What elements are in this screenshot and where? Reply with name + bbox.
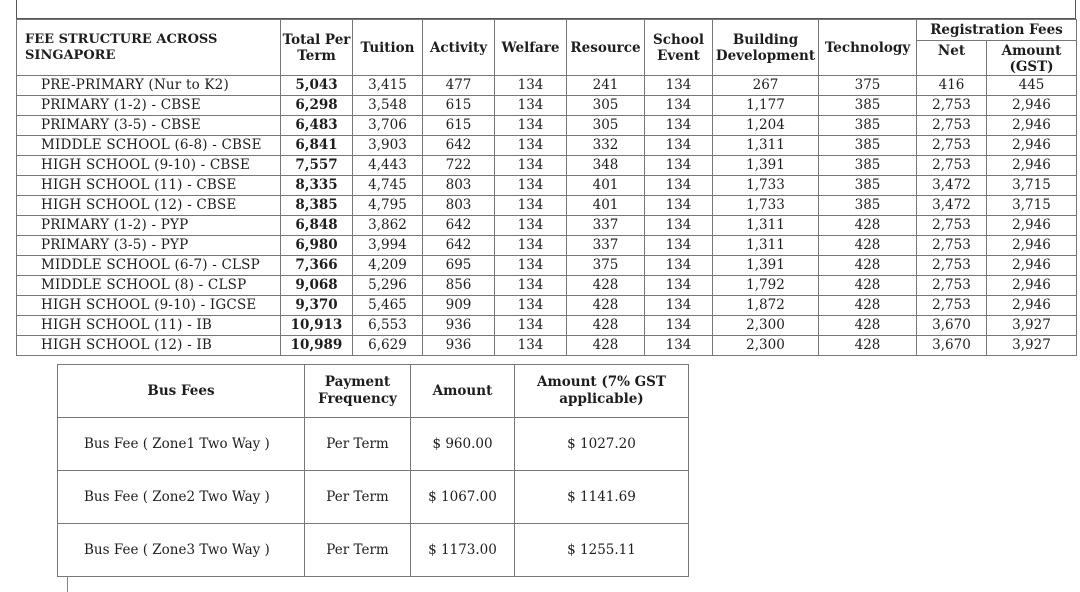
fee-cell-reg-amount: 2,946 [987,136,1077,156]
fee-cell-technology: 385 [819,176,917,196]
fee-cell-building: 1,177 [713,96,819,116]
fee-cell-reg-net: 2,753 [917,296,987,316]
fee-cell-technology: 428 [819,216,917,236]
top-right-edge-line [1075,0,1076,20]
bus-table-row [58,418,689,471]
fee-cell-activity: 695 [423,256,495,276]
fee-table-row [17,76,1077,96]
fee-cell-total: 7,557 [281,156,353,176]
fee-cell-reg-amount: 2,946 [987,156,1077,176]
fee-cell-reg-amount: 3,715 [987,176,1077,196]
fee-cell-name: PRIMARY (3-5) - PYP [17,236,281,256]
fee-cell-welfare: 134 [495,256,567,276]
fee-cell-school-event: 134 [645,156,713,176]
fee-cell-tuition: 6,553 [353,316,423,336]
top-left-edge-line [16,0,17,20]
fee-table-row [17,256,1077,276]
fee-cell-welfare: 134 [495,96,567,116]
fee-table-row [17,296,1077,316]
fee-cell-school-event: 134 [645,96,713,116]
fee-cell-resource: 337 [567,216,645,236]
fee-cell-welfare: 134 [495,196,567,216]
fee-cell-activity: 803 [423,176,495,196]
fee-cell-tuition: 5,296 [353,276,423,296]
fee-cell-tuition: 5,465 [353,296,423,316]
fee-cell-building: 1,311 [713,136,819,156]
fee-cell-tuition: 3,862 [353,216,423,236]
fee-cell-activity: 615 [423,96,495,116]
fee-cell-activity: 936 [423,336,495,356]
bus-cell-name: Bus Fee ( Zone1 Two Way ) [58,418,305,471]
fee-cell-total: 8,335 [281,176,353,196]
fee-cell-school-event: 134 [645,236,713,256]
fee-table-row [17,276,1077,296]
fee-cell-welfare: 134 [495,176,567,196]
fee-cell-school-event: 134 [645,336,713,356]
fee-cell-total: 9,068 [281,276,353,296]
fee-cell-total: 6,980 [281,236,353,256]
fee-cell-resource: 241 [567,76,645,96]
bus-cell-frequency: Per Term [305,524,411,577]
fee-cell-activity: 642 [423,236,495,256]
header-tuition: Tuition [353,20,423,76]
fee-cell-technology: 375 [819,76,917,96]
fee-cell-reg-amount: 3,927 [987,336,1077,356]
fee-cell-name: PRIMARY (1-2) - CBSE [17,96,281,116]
fee-cell-reg-net: 3,472 [917,176,987,196]
fee-cell-tuition: 3,706 [353,116,423,136]
fee-cell-reg-net: 2,753 [917,136,987,156]
fee-table-row [17,236,1077,256]
fee-cell-welfare: 134 [495,316,567,336]
fee-cell-total: 5,043 [281,76,353,96]
fee-cell-activity: 615 [423,116,495,136]
fee-cell-reg-net: 2,753 [917,236,987,256]
fee-cell-reg-net: 2,753 [917,276,987,296]
fee-cell-welfare: 134 [495,136,567,156]
fee-cell-technology: 385 [819,116,917,136]
fee-structure-table [16,19,1077,356]
fee-cell-school-event: 134 [645,176,713,196]
bus-cell-amount: $ 960.00 [411,418,515,471]
fee-cell-tuition: 3,415 [353,76,423,96]
fee-cell-school-event: 134 [645,316,713,336]
fee-table-row [17,216,1077,236]
fee-cell-total: 10,913 [281,316,353,336]
bus-header-amount: Amount [411,365,515,418]
header-school-event: School Event [645,20,713,76]
fee-table-row [17,116,1077,136]
fee-cell-tuition: 4,209 [353,256,423,276]
fee-cell-total: 6,483 [281,116,353,136]
bus-cell-amount-gst: $ 1027.20 [515,418,689,471]
fee-cell-name: PRIMARY (3-5) - CBSE [17,116,281,136]
bus-cell-amount-gst: $ 1255.11 [515,524,689,577]
fee-cell-building: 2,300 [713,336,819,356]
bus-cell-amount-gst: $ 1141.69 [515,471,689,524]
fee-table-title: FEE STRUCTURE ACROSS SINGAPORE [17,20,281,76]
fee-cell-activity: 856 [423,276,495,296]
fee-cell-name: HIGH SCHOOL (9-10) - CBSE [17,156,281,176]
fee-cell-technology: 428 [819,236,917,256]
fee-cell-activity: 909 [423,296,495,316]
fee-cell-resource: 348 [567,156,645,176]
fee-cell-total: 6,841 [281,136,353,156]
fee-cell-welfare: 134 [495,156,567,176]
fee-cell-resource: 332 [567,136,645,156]
fee-cell-resource: 305 [567,96,645,116]
fee-cell-reg-net: 2,753 [917,96,987,116]
fee-cell-reg-net: 2,753 [917,216,987,236]
fee-cell-activity: 477 [423,76,495,96]
fee-cell-resource: 428 [567,336,645,356]
fee-table-row [17,176,1077,196]
fee-cell-reg-amount: 3,715 [987,196,1077,216]
fee-cell-reg-amount: 3,927 [987,316,1077,336]
fee-cell-total: 10,989 [281,336,353,356]
fee-cell-reg-amount: 2,946 [987,116,1077,136]
fee-cell-tuition: 3,903 [353,136,423,156]
fee-cell-school-event: 134 [645,216,713,236]
fee-cell-total: 9,370 [281,296,353,316]
fee-cell-building: 2,300 [713,316,819,336]
fee-table-row [17,136,1077,156]
fee-cell-technology: 385 [819,196,917,216]
fee-cell-reg-net: 3,670 [917,336,987,356]
fee-cell-name: HIGH SCHOOL (11) - CBSE [17,176,281,196]
fee-cell-welfare: 134 [495,296,567,316]
bus-cell-amount: $ 1067.00 [411,471,515,524]
fee-cell-building: 1,204 [713,116,819,136]
bus-cell-frequency: Per Term [305,418,411,471]
fee-cell-building: 1,792 [713,276,819,296]
fee-cell-reg-amount: 2,946 [987,96,1077,116]
fee-cell-resource: 401 [567,196,645,216]
fee-cell-school-event: 134 [645,276,713,296]
fee-cell-technology: 385 [819,96,917,116]
fee-cell-name: HIGH SCHOOL (12) - CBSE [17,196,281,216]
fee-cell-welfare: 134 [495,216,567,236]
fee-table-row [17,336,1077,356]
fee-cell-name: HIGH SCHOOL (11) - IB [17,316,281,336]
fee-cell-reg-net: 2,753 [917,156,987,176]
bus-cell-name: Bus Fee ( Zone3 Two Way ) [58,524,305,577]
fee-cell-activity: 722 [423,156,495,176]
bus-cell-name: Bus Fee ( Zone2 Two Way ) [58,471,305,524]
fee-table-row [17,156,1077,176]
fee-cell-reg-amount: 2,946 [987,256,1077,276]
fee-cell-school-event: 134 [645,296,713,316]
header-resource: Resource [567,20,645,76]
fee-cell-school-event: 134 [645,196,713,216]
fee-cell-reg-amount: 2,946 [987,296,1077,316]
fee-cell-building: 1,391 [713,156,819,176]
header-activity: Activity [423,20,495,76]
fee-cell-building: 1,733 [713,176,819,196]
fee-cell-resource: 305 [567,116,645,136]
fee-cell-name: HIGH SCHOOL (12) - IB [17,336,281,356]
fee-cell-reg-amount: 2,946 [987,216,1077,236]
fee-cell-resource: 428 [567,276,645,296]
fee-cell-reg-net: 3,670 [917,316,987,336]
header-registration-fees: Registration Fees [917,20,1077,41]
fee-cell-building: 1,733 [713,196,819,216]
fee-table-row [17,316,1077,336]
bus-cell-frequency: Per Term [305,471,411,524]
header-reg-net: Net [917,41,987,76]
fee-cell-total: 7,366 [281,256,353,276]
fee-cell-name: MIDDLE SCHOOL (8) - CLSP [17,276,281,296]
header-technology: Technology [819,20,917,76]
fee-cell-building: 1,311 [713,216,819,236]
fee-table-row [17,96,1077,116]
fee-cell-name: HIGH SCHOOL (9-10) - IGCSE [17,296,281,316]
fee-cell-building: 1,872 [713,296,819,316]
fee-cell-reg-net: 416 [917,76,987,96]
fee-cell-school-event: 134 [645,76,713,96]
fee-cell-reg-amount: 2,946 [987,236,1077,256]
fee-cell-name: MIDDLE SCHOOL (6-8) - CBSE [17,136,281,156]
fee-cell-activity: 642 [423,216,495,236]
header-building: Building Development [713,20,819,76]
fee-cell-resource: 401 [567,176,645,196]
fee-cell-resource: 375 [567,256,645,276]
fee-cell-welfare: 134 [495,76,567,96]
fee-cell-welfare: 134 [495,236,567,256]
fee-cell-tuition: 4,745 [353,176,423,196]
fee-cell-school-event: 134 [645,256,713,276]
fee-cell-tuition: 6,629 [353,336,423,356]
fee-cell-tuition: 4,443 [353,156,423,176]
fee-cell-resource: 428 [567,296,645,316]
bus-table-row [58,524,689,577]
fee-cell-resource: 337 [567,236,645,256]
page-top-edge [0,0,1080,20]
bus-table-row [58,471,689,524]
fee-cell-resource: 428 [567,316,645,336]
fee-cell-tuition: 4,795 [353,196,423,216]
fee-cell-activity: 803 [423,196,495,216]
fee-cell-tuition: 3,548 [353,96,423,116]
fee-cell-name: MIDDLE SCHOOL (6-7) - CLSP [17,256,281,276]
fee-cell-total: 8,385 [281,196,353,216]
bus-header-name: Bus Fees [58,365,305,418]
fee-cell-technology: 428 [819,336,917,356]
fee-cell-building: 1,391 [713,256,819,276]
fee-cell-welfare: 134 [495,276,567,296]
fee-cell-technology: 428 [819,256,917,276]
fee-cell-total: 6,298 [281,96,353,116]
fee-cell-reg-amount: 2,946 [987,276,1077,296]
fee-cell-name: PRE-PRIMARY (Nur to K2) [17,76,281,96]
fee-cell-technology: 385 [819,136,917,156]
fee-cell-technology: 428 [819,296,917,316]
fee-cell-technology: 428 [819,316,917,336]
fee-cell-school-event: 134 [645,116,713,136]
bus-cell-amount: $ 1173.00 [411,524,515,577]
bus-fees-table [57,364,689,577]
fee-cell-reg-net: 2,753 [917,256,987,276]
fee-cell-activity: 936 [423,316,495,336]
fee-table-row [17,196,1077,216]
fee-cell-tuition: 3,994 [353,236,423,256]
fee-cell-total: 6,848 [281,216,353,236]
header-welfare: Welfare [495,20,567,76]
bus-header-amount-gst: Amount (7% GST applicable) [515,365,689,418]
fee-cell-school-event: 134 [645,136,713,156]
header-reg-amount: Amount (GST) [987,41,1077,76]
fee-cell-welfare: 134 [495,336,567,356]
bus-header-frequency: Payment Frequency [305,365,411,418]
fee-cell-building: 267 [713,76,819,96]
fee-cell-name: PRIMARY (1-2) - PYP [17,216,281,236]
fee-cell-welfare: 134 [495,116,567,136]
fee-cell-activity: 642 [423,136,495,156]
fee-cell-technology: 428 [819,276,917,296]
header-total: Total Per Term [281,20,353,76]
fee-cell-building: 1,311 [713,236,819,256]
fee-cell-reg-amount: 445 [987,76,1077,96]
fee-cell-technology: 385 [819,156,917,176]
bottom-margin-line [67,576,68,592]
fee-cell-reg-net: 2,753 [917,116,987,136]
fee-cell-reg-net: 3,472 [917,196,987,216]
